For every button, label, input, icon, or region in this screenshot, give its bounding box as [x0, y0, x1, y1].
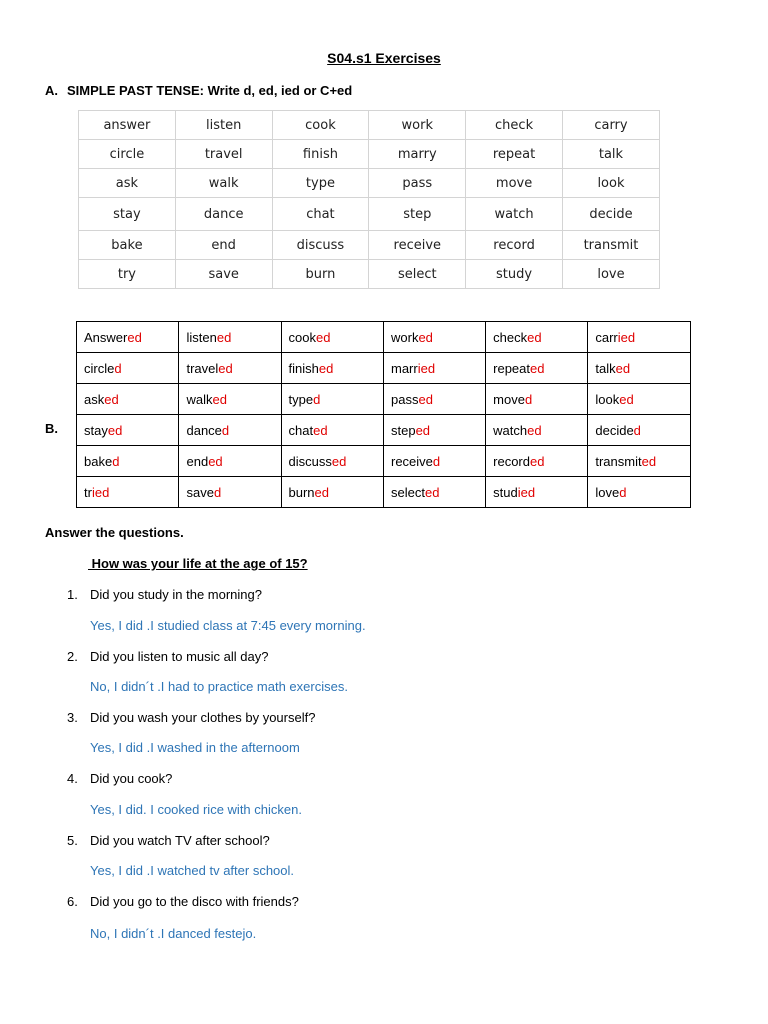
past-tense-cell	[77, 322, 179, 353]
verb-stem: bake	[84, 453, 113, 469]
past-tense-cell	[486, 415, 588, 446]
past-tense-cell	[588, 415, 691, 446]
verb-stem: check	[493, 329, 528, 345]
past-table-row	[77, 446, 691, 477]
verb-suffix: ed	[318, 360, 334, 376]
verb-stem: circle	[84, 360, 115, 376]
verb-cell: stay	[79, 198, 176, 231]
verb-suffix: ed	[104, 391, 119, 407]
question-text: Did you study in the morning?	[90, 587, 262, 602]
past-tense-cell	[281, 446, 383, 477]
verb-stem: dance	[186, 422, 222, 438]
verb-suffix: ed	[424, 484, 440, 500]
past-table-row	[77, 415, 691, 446]
question	[67, 649, 268, 664]
verb-stem: walk	[186, 391, 213, 407]
question-number: 3.	[67, 710, 78, 725]
question-number: 6.	[67, 894, 78, 909]
verb-cell: dance	[175, 198, 272, 231]
answer-text: Yes, I did. I cooked rice with chicken.	[90, 802, 302, 817]
question	[67, 587, 262, 602]
verb-cell: talk	[562, 140, 659, 169]
past-table-row	[77, 477, 691, 508]
verb-stem: chat	[288, 422, 314, 438]
past-tense-cell	[77, 477, 179, 508]
past-tense-cell	[486, 384, 588, 415]
verb-stem: decide	[595, 422, 634, 438]
past-tense-cell	[77, 384, 179, 415]
verb-stem: burn	[288, 484, 315, 500]
past-tense-cell	[486, 322, 588, 353]
verb-cell: repeat	[466, 140, 563, 169]
verb-stem: receive	[391, 453, 433, 469]
past-tense-cell	[281, 384, 383, 415]
past-tense-cell	[384, 353, 486, 384]
verb-stem: step	[391, 422, 416, 438]
verb-suffix: ied	[417, 360, 436, 376]
section-a-label: SIMPLE PAST TENSE: Write d, ed, ied or C+ed	[67, 83, 353, 98]
verb-cell: walk	[175, 169, 272, 198]
verb-cell: watch	[466, 198, 563, 231]
question-text: Did you listen to music all day?	[90, 649, 269, 664]
verb-cell: work	[369, 111, 466, 140]
question-number: 4.	[67, 771, 78, 786]
past-tense-cell	[384, 322, 486, 353]
verb-suffix: ed	[315, 329, 331, 345]
verb-suffix: ed	[216, 329, 232, 345]
verb-cell: discuss	[272, 231, 369, 260]
verb-stem: type	[288, 391, 314, 407]
past-tense-cell	[588, 384, 691, 415]
verb-cell: receive	[369, 231, 466, 260]
verb-stem: tr	[84, 484, 92, 500]
verb-stem: cook	[288, 329, 316, 345]
verb-stem: discuss	[288, 453, 332, 469]
verbs-table-row	[79, 140, 660, 169]
past-tense-cell	[486, 477, 588, 508]
verb-stem: save	[186, 484, 214, 500]
verb-suffix: ed	[313, 422, 328, 438]
verb-suffix: ed	[127, 329, 142, 345]
past-tense-cell	[281, 477, 383, 508]
verb-cell: type	[272, 169, 369, 198]
verb-suffix: ed	[527, 422, 542, 438]
verb-suffix: d	[221, 422, 230, 438]
past-tense-cell	[179, 415, 281, 446]
past-tense-cell	[281, 322, 383, 353]
past-tense-cell	[486, 446, 588, 477]
verb-suffix: ied	[91, 484, 110, 500]
verb-cell: transmit	[562, 231, 659, 260]
verb-cell: burn	[272, 260, 369, 289]
verb-suffix: d	[633, 422, 641, 438]
past-tense-cell	[588, 322, 691, 353]
verb-stem: pass	[391, 391, 419, 407]
question-title: How was your life at the age of 15?	[88, 556, 308, 571]
verb-suffix: ed	[418, 329, 433, 345]
verb-cell: pass	[369, 169, 466, 198]
verb-suffix: ed	[314, 484, 330, 500]
verb-stem: work	[391, 329, 419, 345]
verb-suffix: ed	[615, 360, 631, 376]
past-tense-cell	[179, 477, 281, 508]
answer-text: No, I didn´t .I had to practice math exercises.	[90, 679, 348, 694]
question	[67, 771, 172, 786]
question-number: 1.	[67, 587, 78, 602]
past-tense-cell	[179, 322, 281, 353]
verb-cell: listen	[175, 111, 272, 140]
verb-suffix: ed	[530, 360, 545, 376]
answer-text: Yes, I did .I washed in the afternoom	[90, 740, 300, 755]
verb-stem: watch	[493, 422, 528, 438]
question	[67, 894, 299, 909]
verb-cell: check	[466, 111, 563, 140]
verb-cell: bake	[79, 231, 176, 260]
verb-cell: chat	[272, 198, 369, 231]
verb-suffix: d	[313, 391, 321, 407]
past-table-row	[77, 384, 691, 415]
verb-suffix: ed	[619, 391, 634, 407]
verb-suffix: ed	[107, 422, 123, 438]
verbs-table-row	[79, 198, 660, 231]
verb-stem: look	[595, 391, 620, 407]
verb-suffix: d	[114, 360, 122, 376]
verb-stem: finish	[288, 360, 319, 376]
question	[67, 710, 315, 725]
verb-suffix: ed	[530, 453, 545, 469]
verb-suffix: d	[524, 391, 533, 407]
verb-stem: listen	[186, 329, 217, 345]
answer-text: No, I didn´t .I danced festejo.	[90, 926, 257, 941]
verb-stem: end	[186, 453, 209, 469]
verb-stem: travel	[186, 360, 219, 376]
section-b-letter: B.	[45, 421, 58, 436]
past-tense-cell	[384, 477, 486, 508]
verb-suffix: d	[112, 453, 120, 469]
verb-stem: move	[493, 391, 525, 407]
answer-heading: Answer the questions.	[45, 525, 184, 540]
verb-stem: transmit	[595, 453, 642, 469]
verb-stem: carr	[595, 329, 618, 345]
past-table-row	[77, 322, 691, 353]
verb-suffix: ed	[331, 453, 347, 469]
question-text: Did you wash your clothes by yourself?	[90, 710, 316, 725]
past-tense-cell	[588, 353, 691, 384]
verb-cell: circle	[79, 140, 176, 169]
verb-cell: ask	[79, 169, 176, 198]
verb-stem: select	[391, 484, 425, 500]
past-tense-cell	[77, 446, 179, 477]
question	[67, 833, 270, 848]
verb-suffix: ed	[415, 422, 431, 438]
verb-suffix: ed	[641, 453, 657, 469]
section-a-letter: A.	[45, 83, 58, 98]
verb-cell: finish	[272, 140, 369, 169]
verb-cell: study	[466, 260, 563, 289]
verb-stem: love	[595, 484, 620, 500]
answer-text: Yes, I did .I watched tv after school.	[90, 863, 295, 878]
verb-cell: marry	[369, 140, 466, 169]
past-tense-cell	[384, 415, 486, 446]
verb-suffix: ed	[218, 360, 233, 376]
past-tense-table	[76, 321, 691, 508]
verb-stem: marr	[391, 360, 418, 376]
verb-cell: answer	[79, 111, 176, 140]
verb-cell: carry	[562, 111, 659, 140]
verb-cell: step	[369, 198, 466, 231]
verb-suffix: ed	[527, 329, 542, 345]
question-text: Did you watch TV after school?	[90, 833, 270, 848]
verbs-table-row	[79, 111, 660, 140]
answer-text: Yes, I did .I studied class at 7:45 every morning.	[90, 618, 366, 633]
past-tense-cell	[588, 446, 691, 477]
question-text: Did you cook?	[90, 771, 173, 786]
verb-stem: stay	[84, 422, 108, 438]
verb-cell: end	[175, 231, 272, 260]
verb-suffix: ied	[517, 484, 536, 500]
verb-cell: travel	[175, 140, 272, 169]
past-tense-cell	[384, 446, 486, 477]
verbs-table-row	[79, 169, 660, 198]
verb-stem: repeat	[493, 360, 531, 376]
verb-cell: cook	[272, 111, 369, 140]
question-number: 2.	[67, 649, 78, 664]
verb-cell: select	[369, 260, 466, 289]
verb-cell: record	[466, 231, 563, 260]
verb-suffix: ed	[418, 391, 433, 407]
verb-suffix: d	[432, 453, 441, 469]
verb-cell: try	[79, 260, 176, 289]
past-tense-cell	[281, 415, 383, 446]
verb-suffix: ed	[208, 453, 223, 469]
question-number: 5.	[67, 833, 78, 848]
verb-suffix: d	[213, 484, 222, 500]
verbs-table-row	[79, 260, 660, 289]
verbs-table	[78, 110, 660, 289]
past-tense-cell	[384, 384, 486, 415]
past-tense-cell	[77, 353, 179, 384]
verb-stem: stud	[493, 484, 518, 500]
page-title: S04.s1 Exercises	[327, 50, 441, 66]
verb-cell: save	[175, 260, 272, 289]
verb-suffix: ed	[212, 391, 227, 407]
verb-stem: Answer	[84, 329, 128, 345]
section-a-heading	[45, 83, 352, 98]
verb-suffix: d	[619, 484, 627, 500]
past-tense-cell	[179, 353, 281, 384]
past-tense-cell	[588, 477, 691, 508]
verb-cell: move	[466, 169, 563, 198]
past-tense-cell	[486, 353, 588, 384]
verb-stem: ask	[84, 391, 105, 407]
verb-suffix: ied	[617, 329, 636, 345]
past-tense-cell	[179, 446, 281, 477]
verb-cell: look	[562, 169, 659, 198]
verb-cell: decide	[562, 198, 659, 231]
past-tense-cell	[281, 353, 383, 384]
past-tense-cell	[77, 415, 179, 446]
verbs-table-row	[79, 231, 660, 260]
past-table-row	[77, 353, 691, 384]
question-text: Did you go to the disco with friends?	[90, 894, 299, 909]
verb-stem: talk	[595, 360, 616, 376]
verb-cell: love	[562, 260, 659, 289]
past-tense-cell	[179, 384, 281, 415]
verb-stem: record	[493, 453, 530, 469]
